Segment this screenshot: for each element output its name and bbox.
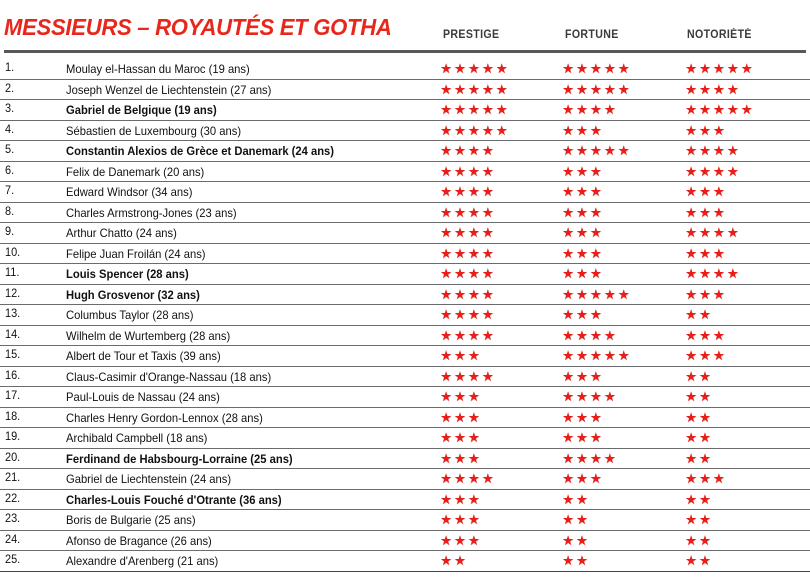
- table-row: [0, 162, 810, 183]
- column-header-fortune: FORTUNE: [565, 29, 619, 41]
- star-rating-fortune: ★★★: [562, 368, 604, 384]
- row-rank: 15.: [5, 349, 21, 361]
- star-rating-notoriete: ★★: [685, 430, 713, 445]
- row-name: Boris de Bulgarie (25 ans): [66, 513, 196, 527]
- row-rank: 9.: [5, 226, 15, 238]
- row-rank: 5.: [5, 144, 15, 156]
- star-rating-prestige: ★★★: [440, 450, 482, 466]
- row-name: Claus-Casimir d'Orange-Nassau (18 ans): [66, 369, 272, 384]
- star-rating-fortune: ★★★: [562, 122, 604, 138]
- table-row: [0, 223, 810, 244]
- star-rating-fortune: ★★★: [562, 409, 604, 425]
- star-rating-prestige: ★★★: [440, 532, 482, 548]
- row-name: Ferdinand de Habsbourg-Lorraine (25 ans): [66, 451, 293, 466]
- table-row: [0, 203, 810, 224]
- star-rating-prestige: ★★★★: [440, 245, 496, 261]
- row-rank: 6.: [5, 164, 15, 177]
- star-rating-notoriete: ★★★: [685, 184, 727, 199]
- star-rating-notoriete: ★★★★: [685, 163, 741, 179]
- row-rank: 21.: [5, 472, 21, 484]
- table-row: [0, 141, 810, 162]
- star-rating-fortune: ★★★: [562, 225, 604, 240]
- star-rating-notoriete: ★★: [685, 491, 713, 507]
- star-rating-notoriete: ★★: [685, 553, 713, 568]
- row-rank: 1.: [5, 62, 15, 74]
- row-rank: 19.: [5, 431, 21, 443]
- star-rating-fortune: ★★: [562, 512, 590, 527]
- table-row: [0, 408, 810, 429]
- table-row: [0, 285, 810, 306]
- star-rating-prestige: ★★★★: [440, 163, 496, 179]
- star-rating-fortune: ★★: [562, 532, 590, 548]
- star-rating-fortune: ★★★: [562, 430, 604, 445]
- star-rating-notoriete: ★★★: [685, 245, 727, 261]
- row-rank: 18.: [5, 410, 21, 423]
- row-name: Joseph Wenzel de Liechtenstein (27 ans): [66, 82, 272, 97]
- star-rating-notoriete: ★★★: [685, 471, 727, 486]
- row-name: Columbus Taylor (28 ans): [66, 308, 194, 322]
- row-name: Charles Armstrong-Jones (23 ans): [66, 205, 237, 220]
- row-name: Alexandre d'Arenberg (21 ans): [66, 554, 219, 568]
- row-name: Charles Henry Gordon-Lennox (28 ans): [66, 410, 263, 425]
- row-rank: 24.: [5, 533, 21, 546]
- row-name: Gabriel de Liechtenstein (24 ans): [66, 472, 232, 486]
- ranking-table: [0, 59, 810, 572]
- row-name: Felix de Danemark (20 ans): [66, 164, 205, 179]
- table-row: [0, 387, 810, 408]
- table-row: [0, 326, 810, 347]
- star-rating-notoriete: ★★: [685, 512, 713, 527]
- table-row: [0, 121, 810, 142]
- star-rating-prestige: ★★★: [440, 430, 482, 445]
- star-rating-prestige: ★★★★: [440, 204, 496, 220]
- table-row: [0, 510, 810, 531]
- star-rating-notoriete: ★★★: [685, 348, 727, 363]
- star-rating-fortune: ★★★★: [562, 389, 618, 404]
- star-rating-notoriete: ★★★★★: [685, 102, 755, 117]
- row-rank: 14.: [5, 328, 21, 341]
- star-rating-notoriete: ★★: [685, 389, 713, 404]
- star-rating-prestige: ★★★★: [440, 266, 496, 281]
- table-row: [0, 346, 810, 367]
- table-row: [0, 80, 810, 101]
- row-rank: 13.: [5, 308, 21, 320]
- table-row: [0, 244, 810, 265]
- row-rank: 8.: [5, 205, 15, 218]
- row-name: Paul-Louis de Nassau (24 ans): [66, 390, 220, 404]
- star-rating-notoriete: ★★: [685, 450, 713, 466]
- row-name: Felipe Juan Froilán (24 ans): [66, 246, 206, 261]
- star-rating-fortune: ★★★: [562, 245, 604, 261]
- table-row: [0, 182, 810, 203]
- star-rating-notoriete: ★★★: [685, 122, 727, 138]
- row-rank: 12.: [5, 287, 21, 300]
- row-name: Arthur Chatto (24 ans): [66, 226, 177, 240]
- star-rating-fortune: ★★★: [562, 266, 604, 281]
- star-rating-prestige: ★★★: [440, 348, 482, 363]
- star-rating-prestige: ★★★★: [440, 307, 496, 322]
- star-rating-fortune: ★★★★★: [562, 143, 632, 158]
- star-rating-notoriete: ★★★★: [685, 266, 741, 281]
- star-rating-prestige: ★★★★: [440, 143, 496, 158]
- row-name: Edward Windsor (34 ans): [66, 185, 193, 199]
- header-divider: [4, 50, 806, 53]
- star-rating-prestige: ★★★★: [440, 286, 496, 302]
- table-row: [0, 100, 810, 121]
- row-name: Albert de Tour et Taxis (39 ans): [66, 349, 221, 363]
- row-rank: 23.: [5, 513, 21, 525]
- row-rank: 16.: [5, 369, 21, 382]
- table-row: [0, 59, 810, 80]
- row-name: Afonso de Bragance (26 ans): [66, 533, 212, 548]
- star-rating-fortune: ★★★★: [562, 327, 618, 343]
- row-name: Charles-Louis Fouché d'Otrante (36 ans): [66, 492, 282, 507]
- row-name: Gabriel de Belgique (19 ans): [66, 103, 217, 117]
- star-rating-fortune: ★★★★★: [562, 81, 632, 97]
- row-rank: 11.: [5, 267, 20, 279]
- star-rating-notoriete: ★★★★: [685, 81, 741, 97]
- page-header: [0, 0, 810, 52]
- star-rating-prestige: ★★★★: [440, 225, 496, 240]
- column-header-notoriete: NOTORIÉTÉ: [687, 29, 752, 41]
- star-rating-notoriete: ★★: [685, 307, 713, 322]
- star-rating-notoriete: ★★★: [685, 327, 727, 343]
- star-rating-prestige: ★★★★★: [440, 102, 510, 117]
- star-rating-prestige: ★★★★: [440, 471, 496, 486]
- star-rating-prestige: ★★★★★: [440, 61, 510, 76]
- row-rank: 17.: [5, 390, 21, 402]
- row-rank: 25.: [5, 554, 21, 566]
- row-name: Moulay el-Hassan du Maroc (19 ans): [66, 62, 250, 76]
- star-rating-fortune: ★★★★★: [562, 286, 632, 302]
- star-rating-prestige: ★★★: [440, 389, 482, 404]
- star-rating-fortune: ★★★★: [562, 450, 618, 466]
- row-rank: 20.: [5, 451, 21, 464]
- star-rating-notoriete: ★★★: [685, 286, 727, 302]
- star-rating-prestige: ★★★★: [440, 368, 496, 384]
- star-rating-notoriete: ★★★★: [685, 225, 741, 240]
- page-title: MESSIEURS – ROYAUTÉS ET GOTHA: [4, 14, 392, 40]
- star-rating-prestige: ★★★★★: [440, 81, 510, 97]
- row-name: Constantin Alexios de Grèce et Danemark (24 ans): [66, 144, 335, 158]
- star-rating-prestige: ★★: [440, 553, 468, 568]
- star-rating-prestige: ★★★★: [440, 327, 496, 343]
- row-rank: 22.: [5, 492, 21, 505]
- star-rating-fortune: ★★★★: [562, 102, 618, 117]
- table-row: [0, 531, 810, 552]
- table-row: [0, 490, 810, 511]
- star-rating-fortune: ★★★: [562, 204, 604, 220]
- star-rating-prestige: ★★★: [440, 409, 482, 425]
- table-row: [0, 449, 810, 470]
- table-row: [0, 469, 810, 490]
- row-rank: 4.: [5, 123, 15, 136]
- star-rating-prestige: ★★★★★: [440, 122, 510, 138]
- row-rank: 3.: [5, 103, 15, 115]
- star-rating-fortune: ★★★: [562, 184, 604, 199]
- star-rating-prestige: ★★★★: [440, 184, 496, 199]
- table-row: [0, 305, 810, 326]
- table-row: [0, 428, 810, 449]
- column-header-prestige: PRESTIGE: [443, 29, 500, 41]
- star-rating-fortune: ★★★★★: [562, 348, 632, 363]
- star-rating-fortune: ★★★: [562, 163, 604, 179]
- row-name: Louis Spencer (28 ans): [66, 267, 189, 281]
- star-rating-fortune: ★★★: [562, 307, 604, 322]
- row-name: Hugh Grosvenor (32 ans): [66, 287, 200, 302]
- star-rating-notoriete: ★★: [685, 368, 713, 384]
- star-rating-notoriete: ★★★★★: [685, 61, 755, 76]
- row-rank: 7.: [5, 185, 15, 197]
- star-rating-notoriete: ★★★★: [685, 143, 741, 158]
- star-rating-fortune: ★★: [562, 491, 590, 507]
- star-rating-prestige: ★★★: [440, 512, 482, 527]
- star-rating-notoriete: ★★★: [685, 204, 727, 220]
- table-row: [0, 367, 810, 388]
- row-name: Archibald Campbell (18 ans): [66, 431, 208, 445]
- star-rating-fortune: ★★★: [562, 471, 604, 486]
- star-rating-notoriete: ★★: [685, 532, 713, 548]
- row-rank: 2.: [5, 82, 15, 95]
- row-rank: 10.: [5, 246, 21, 259]
- star-rating-notoriete: ★★: [685, 409, 713, 425]
- star-rating-fortune: ★★: [562, 553, 590, 568]
- row-name: Wilhelm de Wurtemberg (28 ans): [66, 328, 231, 343]
- star-rating-prestige: ★★★: [440, 491, 482, 507]
- table-row: [0, 551, 810, 572]
- star-rating-fortune: ★★★★★: [562, 61, 632, 76]
- row-name: Sébastien de Luxembourg (30 ans): [66, 123, 242, 138]
- table-row: [0, 264, 810, 285]
